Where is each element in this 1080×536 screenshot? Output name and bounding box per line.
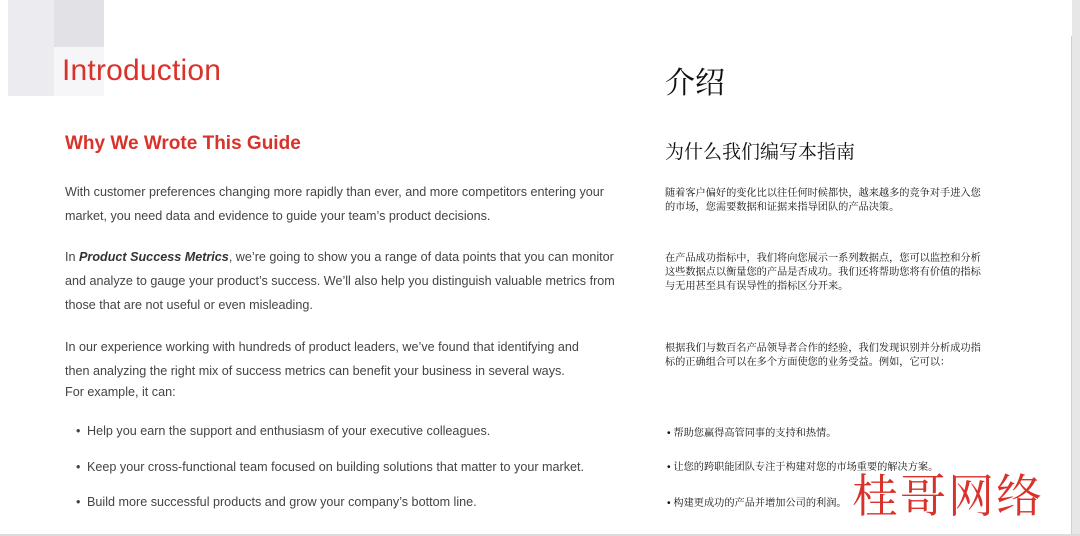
- page-edge: [1072, 0, 1080, 536]
- list-item-text: Help you earn the support and enthusiasm of your executive colleagues.: [87, 424, 491, 438]
- paragraph-experience-line: then analyzing the right mix of success metrics can benefit your business in several ways.: [65, 364, 565, 378]
- corner-decoration: [54, 0, 104, 47]
- list-item: [76, 458, 636, 476]
- bullet-dot: •: [667, 498, 674, 509]
- list-item-text: 让您的跨职能团队专注于构建对您的市场重要的解决方案。: [673, 462, 939, 473]
- bullet-dot: •: [667, 462, 674, 473]
- section-heading-zh: 为什么我们编写本指南: [665, 142, 856, 163]
- paragraph-guide-zh: 在产品成功指标中，我们将向您展示一系列数据点，您可以监控和分析这些数据点以衡量您的产品是否成功。我们还将帮助您将有价值的指标与无用甚至具有误导性的指标区分开来。: [665, 253, 981, 292]
- paragraph-experience-line: In our experience working with hundreds of product leaders, we’ve found that identifying and: [65, 340, 579, 354]
- list-item-zh: [667, 427, 997, 441]
- paragraph-experience-line: For example, it can:: [65, 385, 176, 399]
- list-item: [76, 422, 636, 440]
- corner-decoration: [8, 47, 54, 96]
- guide-title-emphasis: Product Success Metrics: [79, 250, 229, 264]
- paragraph-intro: With customer preferences changing more rapidly than ever, and more competitors entering your market, you need data and evidence to guide your team’s product decisions.: [65, 185, 604, 223]
- section-heading: Why We Wrote This Guide: [65, 133, 301, 154]
- paragraph-intro-zh: 随着客户偏好的变化比以往任何时候都快，越来越多的竞争对手进入您的市场，您需要数据和证据来指导团队的产品决策。: [665, 188, 981, 213]
- page-title: Introduction: [62, 54, 222, 87]
- list-item-text: Keep your cross-functional team focused on building solutions that matter to your market.: [87, 460, 585, 474]
- paragraph-guide: [65, 245, 625, 317]
- bullet-dot: •: [76, 460, 81, 474]
- watermark-text: 桂哥网络: [852, 469, 1044, 523]
- page-edge-line: [1071, 36, 1072, 536]
- list-item: [76, 493, 636, 511]
- page-title-zh: 介绍: [665, 67, 725, 100]
- paragraph-guide-suffix: , we’re going to show you a range of data points that you can monitor and analyze to gauge your product’s success. We’ll also help you distinguish valuable metrics from those that are not useful or even misleading.: [65, 250, 615, 312]
- bullet-dot: •: [76, 495, 81, 509]
- list-item-text: 构建更成功的产品并增加公司的利润。: [673, 498, 847, 509]
- paragraph-experience-zh: 根据我们与数百名产品领导者合作的经验，我们发现识别并分析成功指标的正确组合可以在多个方面使您的业务受益。例如，它可以：: [665, 343, 981, 368]
- paragraph-guide-prefix: In: [65, 250, 80, 264]
- list-item-text: 帮助您赢得高管同事的支持和热情。: [673, 428, 837, 439]
- bullet-dot: •: [76, 424, 81, 438]
- bullet-dot: •: [667, 428, 674, 439]
- list-item-text: Build more successful products and grow your company’s bottom line.: [87, 495, 477, 509]
- paragraph-experience: [65, 335, 625, 401]
